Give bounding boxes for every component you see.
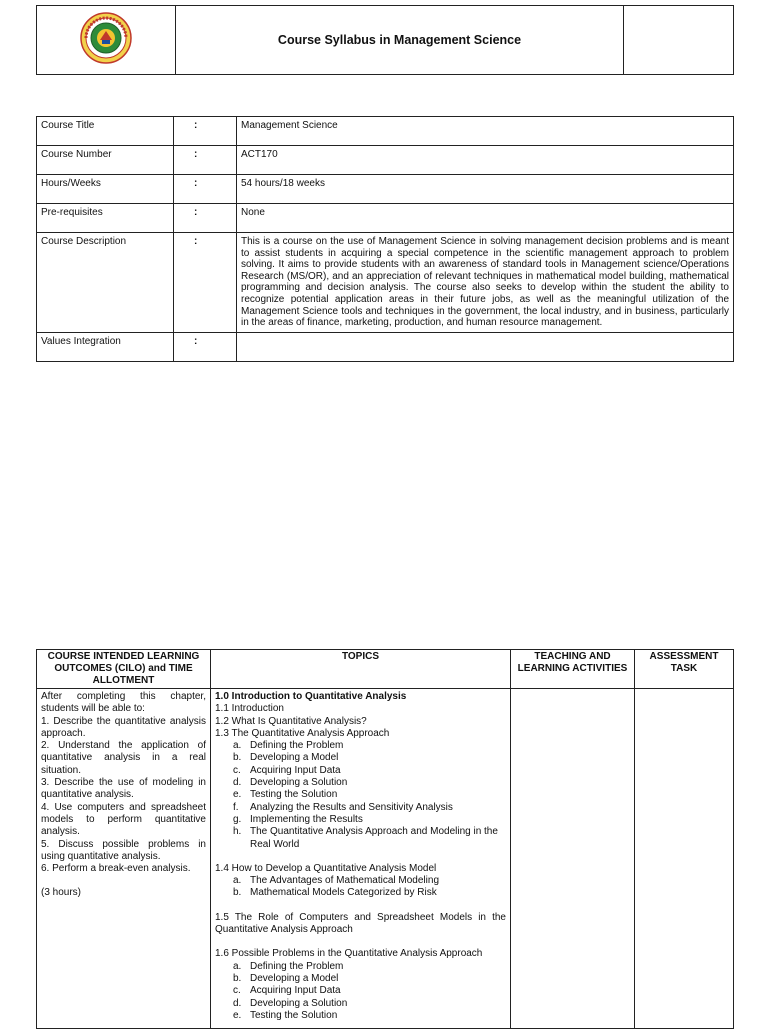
topic-item: 1.2 What Is Quantitative Analysis?	[215, 715, 367, 727]
subtopic-key: f.	[233, 801, 239, 813]
subtopic-key: e.	[233, 789, 242, 801]
info-row	[37, 175, 734, 204]
info-label: Course Title	[37, 117, 174, 146]
subtopic-key: b.	[233, 972, 242, 984]
subtopic-item	[215, 765, 506, 777]
info-value: 54 hours/18 weeks	[237, 175, 734, 204]
info-label: Course Description	[37, 233, 174, 333]
topic-item: 1.4 How to Develop a Quantitative Analysis Model	[215, 862, 437, 874]
subtopic-key: a.	[233, 960, 242, 972]
subtopic-text: Defining the Problem	[250, 740, 344, 752]
info-colon: :	[174, 175, 237, 204]
cilo-item: 3. Describe the use of modeling in quantitative analysis.	[41, 777, 206, 801]
subtopic-key: d.	[233, 777, 242, 789]
info-label: Hours/Weeks	[37, 175, 174, 204]
subtopic-item	[215, 998, 506, 1010]
info-row	[37, 233, 734, 333]
subtopic-text: The Advantages of Mathematical Modeling	[250, 875, 439, 887]
cilo-item: 5. Discuss possible problems in using quantitative analysis.	[41, 838, 206, 862]
info-label: Pre-requisites	[37, 204, 174, 233]
university-seal-icon	[80, 12, 132, 64]
subtopic-text: Mathematical Models Categorized by Risk	[250, 887, 437, 899]
subtopic-item	[215, 961, 506, 973]
info-value: ACT170	[237, 146, 734, 175]
syllabus-header	[36, 5, 734, 75]
subtopic-item	[215, 887, 506, 899]
subtopic-key: b.	[233, 752, 242, 764]
subtopic-text: Analyzing the Results and Sensitivity Analysis	[250, 801, 453, 813]
info-row	[37, 332, 734, 361]
subtopic-key: b.	[233, 887, 242, 899]
subtopic-text: Developing a Model	[250, 752, 339, 764]
subtopic-item	[215, 752, 506, 764]
info-colon: :	[174, 117, 237, 146]
assessment-cell	[635, 689, 734, 1029]
subtopic-item	[215, 875, 506, 887]
subtopic-key: e.	[233, 1009, 242, 1021]
subtopic-text: The Quantitative Analysis Approach and Modeling in the Real World	[250, 826, 498, 850]
subtopic-key: c.	[233, 985, 241, 997]
subtopic-key: g.	[233, 813, 242, 825]
info-colon: :	[174, 332, 237, 361]
course-description: This is a course on the use of Management Science in solving management decision problems and is meant to assist students in acquiring a special competence in the scientific management approach to problem solving. It aims to provide students with an awareness of standard tools in Management science/Operations Research (MS/OR), and an appreciation of relevant techniques in mathematical model building, mathematical programming and decision analysis. The course also seeks to develop within the student the ability to recognize potential application areas in their future jobs, as well as the meaningful utilization of the Management Science tools and techniques in the government, the local industry, and in business, particularly in the areas of finance, marketing, production, and human resource management.	[237, 233, 734, 333]
subtopic-text: Implementing the Results	[250, 813, 363, 825]
column-header-topics: TOPICS	[211, 650, 511, 689]
topic-item: 1.6 Possible Problems in the Quantitative Analysis Approach	[215, 948, 483, 960]
subtopic-text: Testing the Solution	[250, 1009, 338, 1021]
info-label: Course Number	[37, 146, 174, 175]
table-row	[37, 689, 734, 1029]
logo-cell	[37, 6, 176, 75]
info-colon: :	[174, 204, 237, 233]
subtopic-key: d.	[233, 997, 242, 1009]
info-label: Values Integration	[37, 332, 174, 361]
subtopic-item	[215, 826, 506, 851]
info-colon: :	[174, 146, 237, 175]
page-title: Course Syllabus in Management Science	[176, 6, 624, 75]
subtopic-key: a.	[233, 875, 242, 887]
info-colon: :	[174, 233, 237, 333]
subtopic-text: Defining the Problem	[250, 960, 344, 972]
subtopic-item	[215, 985, 506, 997]
tla-cell	[511, 689, 635, 1029]
info-row	[37, 146, 734, 175]
subtopic-key: h.	[233, 826, 242, 838]
topic-item: 1.1 Introduction	[215, 703, 284, 715]
learning-outcomes-table	[36, 649, 734, 1029]
subtopic-text: Acquiring Input Data	[250, 985, 341, 997]
subtopic-text: Developing a Model	[250, 972, 339, 984]
subtopic-key: a.	[233, 740, 242, 752]
subtopic-text: Developing a Solution	[250, 997, 348, 1009]
header-blank-cell	[624, 6, 734, 75]
cilo-item: 2. Understand the application of quantitative analysis in a real situation.	[41, 740, 206, 776]
table-header-row	[37, 650, 734, 689]
cilo-intro: After completing this chapter, students will be able to:	[41, 691, 206, 715]
subtopic-item	[215, 802, 506, 814]
cilo-item: 6. Perform a break-even analysis.	[41, 863, 191, 875]
column-header-tla: TEACHING AND LEARNING ACTIVITIES	[511, 650, 635, 689]
topics-cell	[211, 689, 511, 1029]
subtopic-key: c.	[233, 764, 241, 776]
time-allotment: (3 hours)	[41, 887, 82, 899]
subtopic-item	[215, 789, 506, 801]
info-row	[37, 204, 734, 233]
topic-heading: 1.0 Introduction to Quantitative Analysis	[215, 691, 407, 702]
subtopic-text: Developing a Solution	[250, 777, 348, 789]
subtopic-item	[215, 777, 506, 789]
subtopic-item	[215, 814, 506, 826]
column-header-cilo: COURSE INTENDED LEARNING OUTCOMES (CILO) and TIME ALLOTMENT	[37, 650, 211, 689]
subtopic-item	[215, 1010, 506, 1022]
cilo-item: 4. Use computers and spreadsheet models to perform quantitative analysis.	[41, 801, 206, 838]
column-header-assessment: ASSESSMENT TASK	[635, 650, 734, 689]
topic-item: 1.5 The Role of Computers and Spreadsheet Models in the Quantitative Analysis Approach	[215, 911, 506, 936]
info-value: None	[237, 204, 734, 233]
subtopic-item	[215, 740, 506, 752]
info-value	[237, 332, 734, 361]
info-value: Management Science	[237, 117, 734, 146]
topic-item: 1.3 The Quantitative Analysis Approach	[215, 727, 390, 739]
info-row	[37, 117, 734, 146]
cilo-item: 1. Describe the quantitative analysis approach.	[41, 715, 206, 739]
cilo-cell	[37, 689, 211, 1029]
subtopic-item	[215, 973, 506, 985]
course-info-table	[36, 116, 734, 362]
subtopic-text: Acquiring Input Data	[250, 764, 341, 776]
subtopic-text: Testing the Solution	[250, 789, 338, 801]
